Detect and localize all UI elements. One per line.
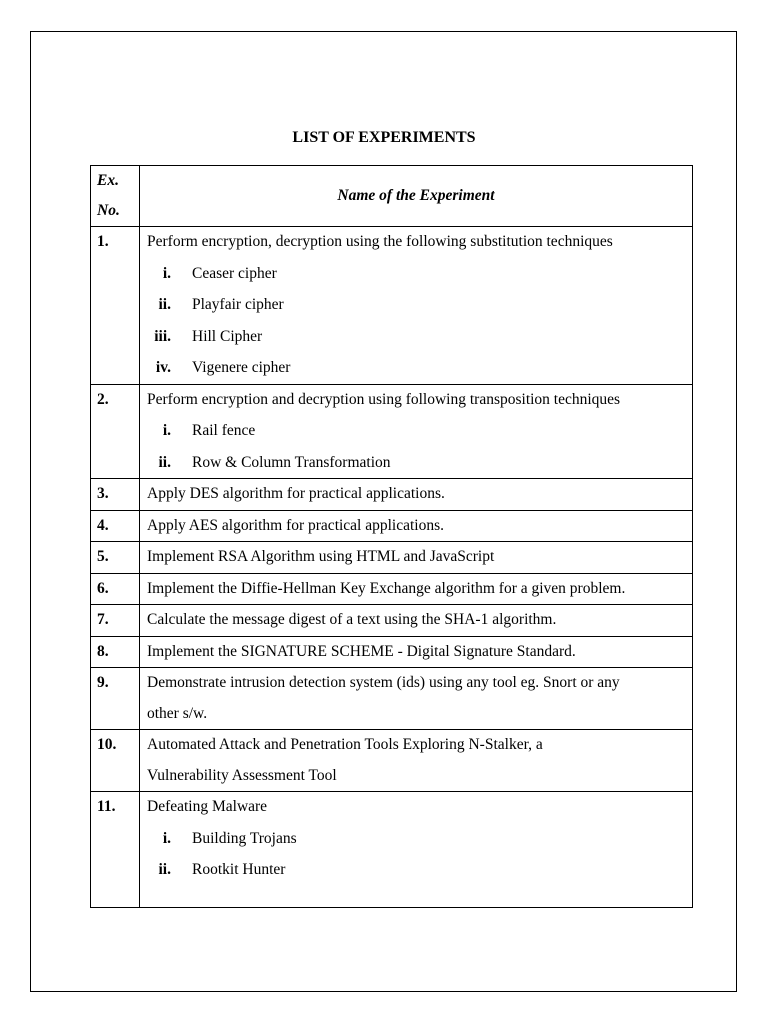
table-row: [91, 510, 693, 542]
table-row: [91, 792, 693, 908]
experiment-name-cell: [140, 668, 693, 730]
experiment-name-cell: [140, 542, 693, 574]
table-header-row: [91, 166, 693, 227]
table-row: [91, 573, 693, 605]
experiment-number: 2.: [91, 384, 140, 479]
header-ex-no-line1: Ex.: [97, 172, 119, 189]
sub-item-numeral: ii.: [158, 861, 171, 878]
sub-item: [140, 321, 692, 353]
experiment-number: 6.: [91, 573, 140, 605]
experiment-number: 1.: [91, 227, 140, 385]
experiment-name-cell: [140, 605, 693, 637]
experiment-number: 4.: [91, 510, 140, 542]
table-row: [91, 605, 693, 637]
sub-item: [140, 289, 692, 321]
experiments-table: [90, 165, 693, 908]
experiment-number: 7.: [91, 605, 140, 637]
experiment-name-line: Defeating Malware: [147, 798, 268, 815]
experiment-name-line: Apply AES algorithm for practical applications.: [147, 516, 445, 534]
experiment-name-line: Calculate the message digest of a text using the SHA-1 algorithm.: [147, 611, 557, 628]
experiment-name-line: Implement the Diffie-Hellman Key Exchange algorithm for a given problem.: [147, 579, 626, 597]
header-ex-no-line2: No.: [97, 202, 120, 219]
experiment-name-line: Implement the SIGNATURE SCHEME - Digital Signature Standard.: [147, 642, 576, 660]
header-ex-no: [91, 166, 140, 227]
table-row: [91, 668, 693, 730]
cell-spacer: [140, 886, 692, 907]
experiment-name-cell: [140, 227, 693, 385]
sub-item: [140, 352, 692, 384]
sub-item-numeral: iii.: [154, 327, 171, 345]
table-row: [91, 384, 693, 479]
sub-item-numeral: i.: [162, 264, 171, 282]
experiment-name-cell: [140, 384, 693, 479]
experiment-name-line: other s/w.: [147, 704, 208, 722]
sub-item-text: Playfair cipher: [192, 296, 284, 313]
experiment-name-line: Demonstrate intrusion detection system (ids) using any tool eg. Snort or any: [147, 674, 620, 691]
experiment-number: 8.: [91, 636, 140, 668]
experiment-number: 10.: [91, 730, 140, 792]
experiment-name-cell: [140, 510, 693, 542]
experiment-number: 3.: [91, 479, 140, 511]
experiment-name-cell: [140, 479, 693, 511]
experiment-name-cell: [140, 636, 693, 668]
sub-item: [140, 854, 692, 886]
experiment-name-line: Perform encryption and decryption using following transposition techniques: [147, 390, 621, 408]
experiment-number: 9.: [91, 668, 140, 730]
sub-item: [140, 415, 692, 447]
sub-item: [140, 447, 692, 479]
experiment-name-line: Apply DES algorithm for practical applications.: [147, 485, 445, 502]
page-title: LIST OF EXPERIMENTS: [292, 129, 476, 146]
table-row: [91, 636, 693, 668]
experiment-number: 11.: [91, 792, 140, 908]
experiment-name-line: Automated Attack and Penetration Tools Exploring N-Stalker, a: [147, 736, 543, 753]
table-row: [91, 227, 693, 385]
sub-item-text: Row & Column Transformation: [192, 453, 391, 471]
experiment-name-line: Vulnerability Assessment Tool: [147, 766, 337, 784]
sub-item-text: Rootkit Hunter: [192, 861, 286, 878]
experiment-name-cell: [140, 730, 693, 792]
sub-item: [140, 823, 692, 855]
sub-item-numeral: ii.: [158, 453, 171, 471]
table-row: [91, 730, 693, 792]
sub-item-numeral: i.: [162, 422, 171, 439]
sub-item-numeral: iv.: [155, 359, 171, 376]
table-row: [91, 479, 693, 511]
experiment-number: 5.: [91, 542, 140, 574]
table-row: [91, 542, 693, 574]
sub-item-numeral: ii.: [158, 296, 171, 313]
experiment-name-cell: [140, 792, 693, 908]
sub-item-numeral: i.: [162, 829, 171, 847]
sub-item: [140, 258, 692, 290]
table-body: [91, 227, 693, 908]
sub-item-text: Building Trojans: [192, 829, 297, 847]
sub-item-text: Hill Cipher: [192, 327, 263, 345]
sub-item-text: Vigenere cipher: [192, 359, 291, 376]
experiment-name-line: Perform encryption, decryption using the following substitution techniques: [147, 233, 613, 250]
sub-item-text: Rail fence: [192, 422, 256, 439]
header-experiment-name: Name of the Experiment: [140, 166, 693, 227]
experiment-name-cell: [140, 573, 693, 605]
sub-item-text: Ceaser cipher: [192, 264, 277, 282]
experiment-name-line: Implement RSA Algorithm using HTML and JavaScript: [147, 548, 495, 565]
